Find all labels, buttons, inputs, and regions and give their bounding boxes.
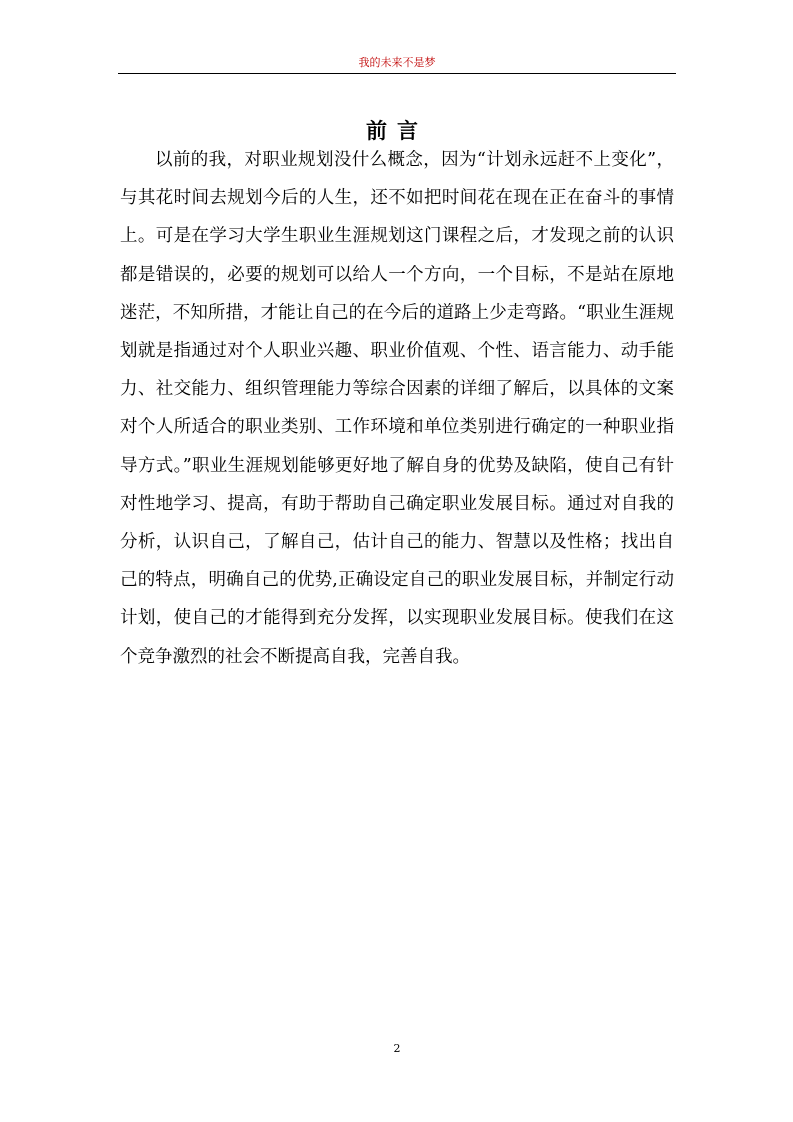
running-header: 我的未来不是梦 [358, 56, 436, 69]
body-paragraph: 以前的我，对职业规划没什么概念，因为“计划永远赶不上变化”，与其花时间去规划今后的人生，还不如把时间花在现在正在奋斗的事情上。可是在学习大学生职业生涯规划这门课程之后，才发现之前的认识都是错误的，必要的规划可以给人一个方向，一个目标，不是站在原地迷茫，不知所措，才能让自己的在今后的道路上少走弯路。“职业生涯规划就是指通过对个人职业兴趣、职业价值观、个性、语言能力、动手能力、社交能力、组织管理能力等综合因素的详细了解后，以具体的文案对个人所适合的职业类别、工作环境和单位类别进行确定的一种职业指导方式。”职业生涯规划能够更好地了解自身的优势及缺陷，使自己有针对性地学习、提高，有助于帮助自己确定职业发展目标。通过对自我的分析，认识自己，了解自己，估计自己的能力、智慧以及性格；找出自己的特点，明确自己的优势,正确设定自己的职业发展目标，并制定行动计划，使自己的才能得到充分发挥，以实现职业发展目标。使我们在这个竞争激烈的社会不断提高自我，完善自我。 [120, 150, 674, 667]
page-title: 前言 [366, 119, 428, 144]
header-divider [118, 73, 676, 74]
page-number: 2 [393, 1042, 401, 1055]
